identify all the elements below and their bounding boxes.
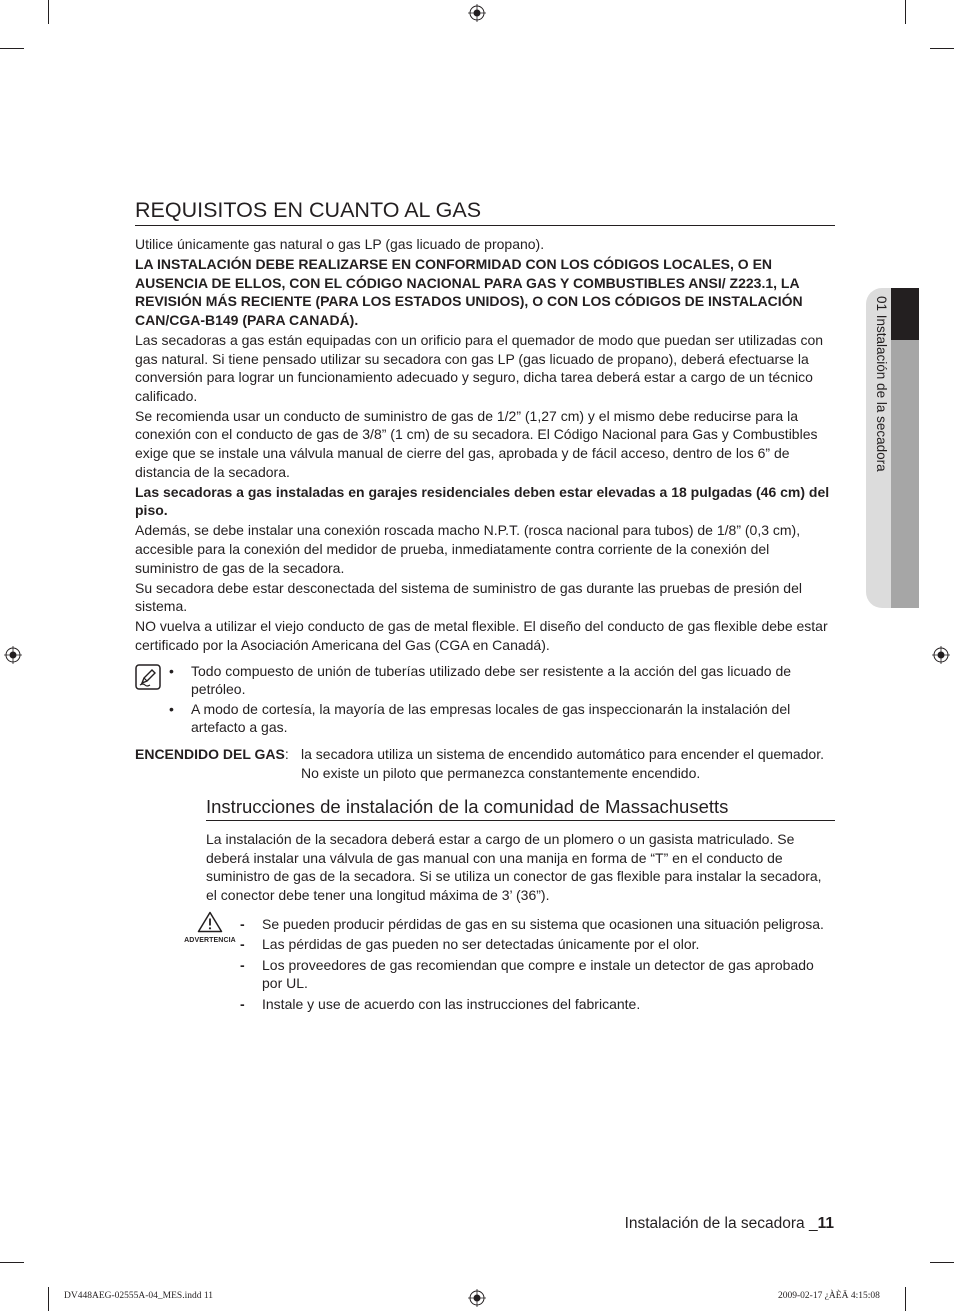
warning-label: ADVERTENCIA xyxy=(184,936,236,944)
supply-paragraph: Se recomienda usar un conducto de suministro de gas de 1/2” (1,27 cm) y el mismo debe reducirse para la conexión con el conducto de gas de 3/8” (1 cm) de su secadora. El Código Nacional para Gas y Combustibles exige que se instale una válvula manual de cierre del gas, aprobada y de fácil acceso, dentro de los 6” de distancia de la secadora. xyxy=(135,407,818,480)
registration-mark-right-icon xyxy=(932,646,950,664)
disconnect-paragraph: Su secadora debe estar desconectada del sistema de suministro de gas durante las pruebas de presión del sistema. xyxy=(135,579,802,615)
dash-marker: - xyxy=(240,995,245,1012)
print-slug-file: DV448AEG-02555A-04_MES.indd 11 xyxy=(64,1291,214,1301)
crop-mark-bottom-left-h xyxy=(0,1262,24,1263)
chapter-side-tab-label: 01 Instalación de la secadora xyxy=(874,296,889,472)
orifice-paragraph: Las secadoras a gas están equipadas con un orificio para el quemador de modo que puedan ser utilizadas con gas natural. Si tiene pensado utilizar su secadora con gas LP (gas licuado de propano), deberá efectuarse la conversión para lograr un funcionamiento adecuado y seguro, dicha tarea deberá estar a cargo de un técnico calificado. xyxy=(135,331,824,404)
note-block xyxy=(135,662,835,737)
warning-item-text: Se pueden producir pérdidas de gas en su sistema que ocasionen una situación peligrosa. xyxy=(262,915,824,932)
warning-item xyxy=(240,915,835,934)
subsection-paragraph: La instalación de la secadora deberá estar a cargo de un plomero o un gasista matriculado. Se deberá instalar una válvula de gas manual con una manija en forma de “T” en el conducto de suministro de gas de la secadora. Si se utiliza un conector de gas flexible para instalar la secadora, el conector debe tener una longitud máxima de 3’ (36”). xyxy=(206,831,822,903)
dash-marker: - xyxy=(240,915,245,932)
code-notice-paragraph: LA INSTALACIÓN DEBE REALIZARSE EN CONFORMIDAD CON LOS CÓDIGOS LOCALES, O EN AUSENCIA DE ELLOS, CON EL CÓDIGO NACIONAL PARA GAS Y COMBUSTIBLES ANSI/ Z223.1, LA REVISIÓN MÁS RECIENTE (PARA LOS ESTADOS UNIDOS), O CON LOS CÓDIGOS DE INSTALACIÓN CAN/CGA-B149 (PARA CANADÁ). xyxy=(135,256,803,328)
dash-marker: - xyxy=(240,956,245,973)
warning-list xyxy=(240,915,835,1014)
gas-ignition-colon: : xyxy=(284,745,289,762)
note-pencil-icon xyxy=(135,664,161,690)
gas-ignition-block xyxy=(135,745,835,782)
garage-paragraph: Las secadoras a gas instaladas en garajes residenciales deben estar elevadas a 18 pulgadas (46 cm) del piso. xyxy=(135,483,830,519)
gas-ignition-label: ENCENDIDO DEL GAS xyxy=(135,745,285,762)
note-list xyxy=(169,662,835,737)
dash-marker: - xyxy=(240,936,245,953)
npt-paragraph: Además, se debe instalar una conexión roscada macho N.P.T. (rosca nacional para tubos) de 1/8” (0,3 cm), accesible para la conexión del medidor de prueba, inmediatamente contra corriente de la conexión del suministro de gas de la secadora. xyxy=(135,522,801,576)
crop-mark-top-left-h xyxy=(0,48,24,49)
warning-item-text: Las pérdidas de gas pueden no ser detectadas únicamente por el olor. xyxy=(262,936,700,953)
bullet-marker: • xyxy=(169,700,174,717)
registration-mark-bottom-icon xyxy=(468,1289,486,1307)
gas-ignition-line-1: la secadora utiliza un sistema de encendido automático para encender el quemador. xyxy=(301,745,824,762)
registration-mark-left-icon xyxy=(4,646,22,664)
warning-block xyxy=(184,915,835,1014)
chapter-side-tab-dark-block xyxy=(891,288,919,340)
section-title: REQUISITOS EN CUANTO AL GAS xyxy=(135,198,835,226)
chapter-side-tab-grey-block xyxy=(891,340,919,608)
main-content xyxy=(135,198,835,1015)
warning-item xyxy=(240,956,835,993)
bullet-marker: • xyxy=(169,662,174,679)
crop-mark-top-right-h xyxy=(930,48,954,49)
note-item-text: A modo de cortesía, la mayoría de las empresas locales de gas inspeccionarán la instalación del artefacto a gas. xyxy=(191,700,791,736)
crop-mark-bottom-right-v xyxy=(905,1287,906,1311)
crop-mark-top-right-v xyxy=(905,0,906,24)
page-footer xyxy=(625,1215,834,1233)
warning-item-text: Los proveedores de gas recomiendan que compre e instale un detector de gas aprobado por UL. xyxy=(262,956,814,992)
intro-paragraph: Utilice únicamente gas natural o gas LP (gas licuado de propano). xyxy=(135,236,545,252)
no-reuse-paragraph xyxy=(135,617,835,654)
registration-mark-top-icon xyxy=(468,4,486,22)
note-item xyxy=(169,662,835,699)
crop-mark-bottom-left-v xyxy=(48,1287,49,1311)
no-reuse-text: vuelva a utilizar el viejo conducto de gas de metal flexible. El diseño del conducto de gas flexible debe estar certificado por la Asociación Americana del Gas (CGA en Canadá). xyxy=(135,618,828,653)
note-item xyxy=(169,700,835,737)
warning-item-text: Instale y use de acuerdo con las instrucciones del fabricante. xyxy=(262,995,641,1012)
warning-item xyxy=(240,935,835,954)
crop-mark-bottom-right-h xyxy=(930,1262,954,1263)
massachusetts-subsection xyxy=(184,796,835,1013)
crop-mark-top-left-v xyxy=(48,0,49,24)
note-item-text: Todo compuesto de unión de tuberías utilizado debe ser resistente a la acción del gas licuado de petróleo. xyxy=(191,662,792,698)
no-reuse-keyword: NO xyxy=(135,618,156,635)
subsection-title: Instrucciones de instalación de la comunidad de Massachusetts xyxy=(206,796,835,821)
print-slug-timestamp: 2009-02-17 ¿ÀÈÄ 4:15:08 xyxy=(778,1291,880,1301)
footer-section-name: Instalación de la secadora _ xyxy=(624,1215,818,1232)
warning-item xyxy=(240,995,835,1014)
warning-triangle-icon xyxy=(197,911,223,933)
gas-ignition-line-2: No existe un piloto que permanezca constantemente encendido. xyxy=(301,764,701,781)
page-number: 11 xyxy=(817,1215,834,1232)
